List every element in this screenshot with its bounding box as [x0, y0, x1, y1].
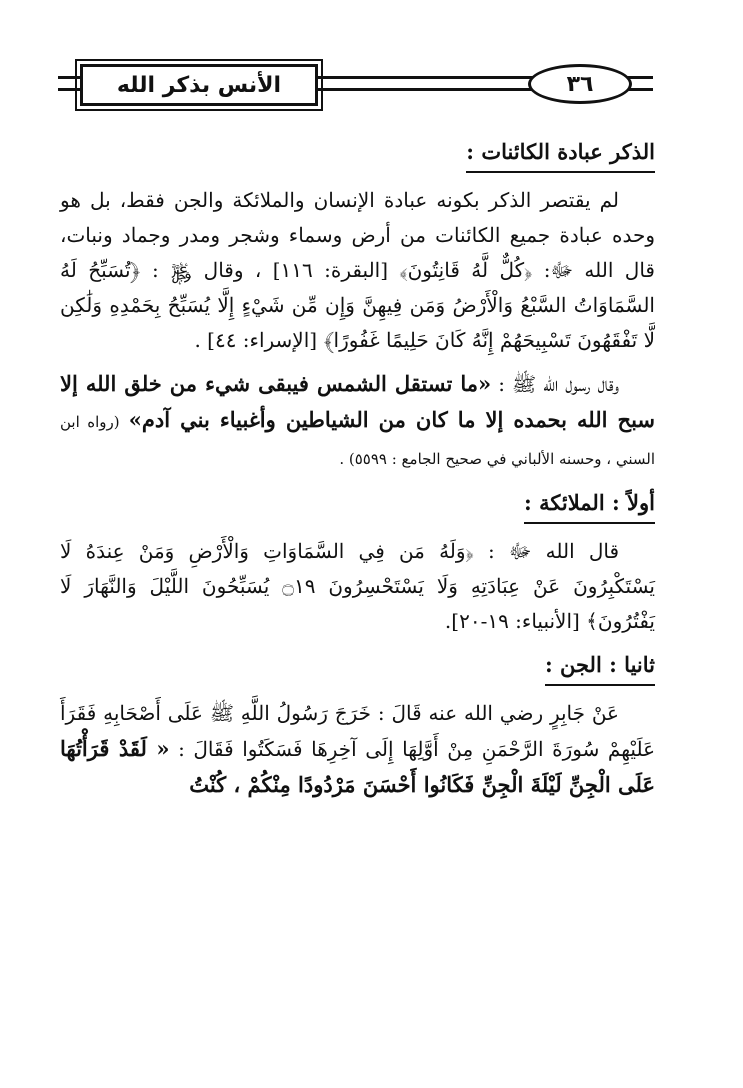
hadith-intro: وقال رسول الله ﷺ :	[498, 372, 620, 396]
paragraph	[60, 696, 655, 803]
section-heading: ثانيا : الجن :	[545, 647, 655, 686]
hadith-text: «ما تستقل الشمس فيبقى شيء من خلق الله إلا سبح الله بحمده إلا ما كان من الشياطين وأغبياء بني آدم»	[60, 371, 655, 432]
page-number-oval	[528, 64, 632, 104]
narration-text: عَنْ جَابِرٍ رضي الله عنه قَالَ : خَرَجَ رَسُولُ اللَّهِ ﷺ عَلَى أَصْحَابِهِ فَقَرَأَ عَلَيْهِمْ سُورَةَ الرَّحْمَنِ مِنْ أَوَّلِهَا إِلَى آخِرِهَا فَسَكَتُوا فَقَالَ :	[60, 701, 655, 761]
paragraph: لم يقتصر الذكر بكونه عبادة الإنسان والملائكة والجن فقط، بل هو وحده عبادة جميع الكائنات من أرض وسماء وشجر ومدر وجماد ونبات، قال الله ﷻ: ﴿كُلٌّ لَّهُ قَانِتُونَ﴾ [البقرة: ١١٦] ، وقال ﷿ : ﴿تُسَبِّحُ لَهُ السَّمَاوَاتُ السَّبْعُ وَالْأَرْضُ وَمَن فِيهِنَّ وَإِن مِّن شَيْءٍ إِلَّا يُسَبِّحُ بِحَمْدِهِ وَلَٰكِن لَّا تَفْقَهُونَ تَسْبِيحَهُمْ إِنَّهُ كَانَ حَلِيمًا غَفُورًا﴾ [الإسراء: ٤٤] .	[60, 188, 655, 352]
page-header	[58, 62, 653, 108]
hadith-text: « لَقَدْ قَرَأْتُهَا عَلَى الْجِنِّ لَيْلَةَ الْجِنِّ فَكَانُوا أَحْسَنَ مَرْدُودًا مِنْكُمْ ، كُنْتُ	[60, 736, 655, 797]
section-heading: الذكر عبادة الكائنات :	[466, 134, 655, 173]
section-heading-wrap	[60, 134, 655, 173]
section-heading: أولاً : الملائكة :	[524, 485, 655, 524]
page-body	[60, 128, 655, 811]
book-title-box	[80, 64, 318, 106]
paragraph: قال الله ﷻ : ﴿وَلَهُ مَن فِي السَّمَاوَاتِ وَالْأَرْضِ وَمَنْ عِندَهُ لَا يَسْتَكْبِرُونَ عَنْ عِبَادَتِهِ وَلَا يَسْتَحْسِرُونَ ۝١٩ يُسَبِّحُونَ اللَّيْلَ وَالنَّهَارَ لَا يَفْتُرُونَ﴾ [الأنبياء: ١٩-٢٠].	[60, 539, 655, 633]
page-number: ٣٦	[566, 71, 594, 97]
section-heading-wrap	[60, 485, 655, 524]
book-title: الأنس بذكر الله	[116, 72, 282, 98]
section-heading-wrap	[60, 647, 655, 686]
hadith-paragraph	[60, 366, 655, 477]
hadith-reference: (رواه ابن السني ، وحسنه الألباني في صحيح الجامع : ٥٥٩٩) .	[60, 413, 655, 468]
